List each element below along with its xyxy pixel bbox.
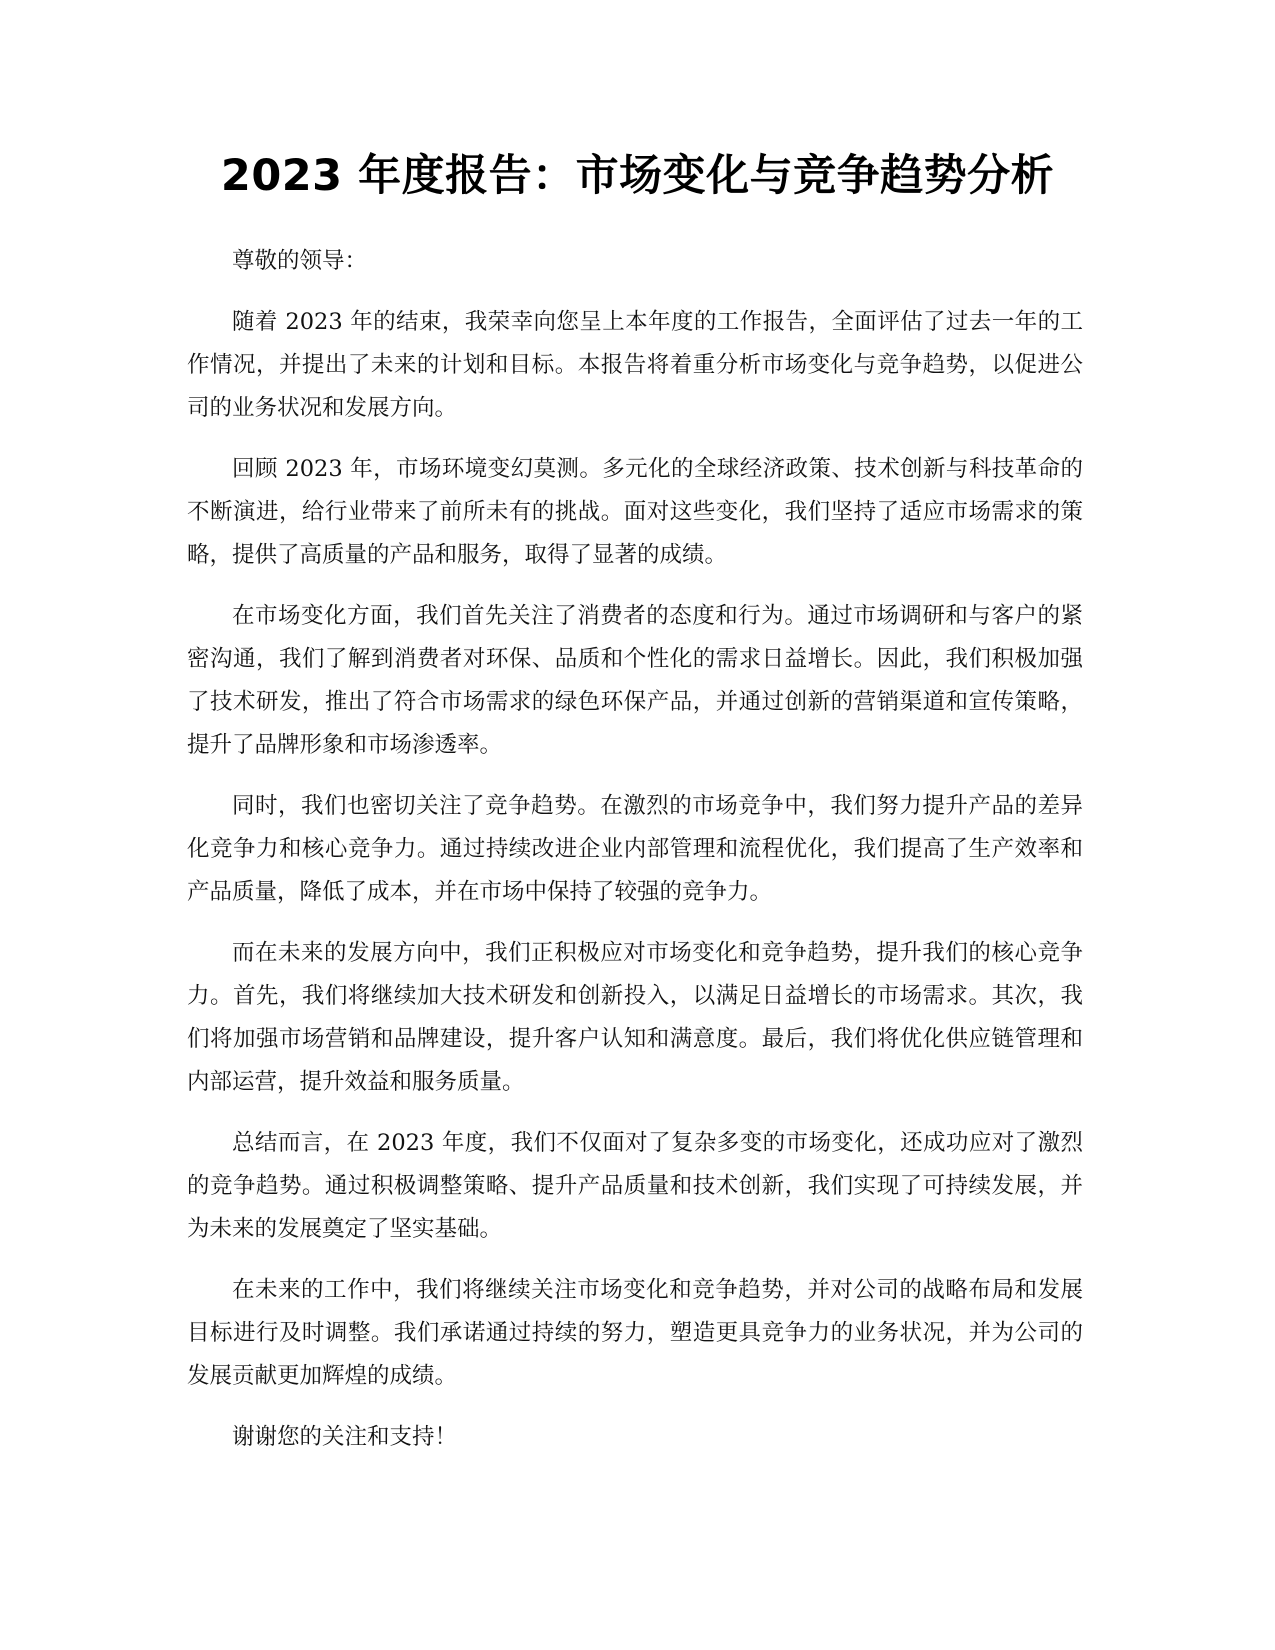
paragraph-intro: 随着 2023 年的结束，我荣幸向您呈上本年度的工作报告，全面评估了过去一年的工作情况，并提出了未来的计划和目标。本报告将着重分析市场变化与竞争趋势，以促进公司的业务状况和发展方向。 [187,309,1083,421]
document-body [187,240,1083,1477]
paragraph-summary: 总结而言，在 2023 年度，我们不仅面对了复杂多变的市场变化，还成功应对了激烈的竞争趋势。通过积极调整策略、提升产品质量和技术创新，我们实现了可持续发展，并为未来的发展奠定了坚实基础。 [187,1130,1083,1242]
paragraph-competition: 同时，我们也密切关注了竞争趋势。在激烈的市场竞争中，我们努力提升产品的差异化竞争力和核心竞争力。通过持续改进企业内部管理和流程优化，我们提高了生产效率和产品质量，降低了成本，并在市场中保持了较强的竞争力。 [187,793,1083,905]
paragraph-review: 回顾 2023 年，市场环境变幻莫测。多元化的全球经济政策、技术创新与科技革命的不断演进，给行业带来了前所未有的挑战。面对这些变化，我们坚持了适应市场需求的策略，提供了高质量的产品和服务，取得了显著的成绩。 [187,456,1083,568]
paragraph-future-direction: 而在未来的发展方向中，我们正积极应对市场变化和竞争趋势，提升我们的核心竞争力。首先，我们将继续加大技术研发和创新投入，以满足日益增长的市场需求。其次，我们将加强市场营销和品牌建设，提升客户认知和满意度。最后，我们将优化供应链管理和内部运营，提升效益和服务质量。 [187,940,1083,1095]
closing: 谢谢您的关注和支持！ [232,1424,458,1450]
salutation: 尊敬的领导： [232,248,368,274]
paragraph-market-changes: 在市场变化方面，我们首先关注了消费者的态度和行为。通过市场调研和与客户的紧密沟通，我们了解到消费者对环保、品质和个性化的需求日益增长。因此，我们积极加强了技术研发，推出了符合市场需求的绿色环保产品，并通过创新的营销渠道和宣传策略，提升了品牌形象和市场渗透率。 [187,603,1083,758]
document-title: 2023 年度报告：市场变化与竞争趋势分析 [220,151,1055,201]
paragraph-future-work: 在未来的工作中，我们将继续关注市场变化和竞争趋势，并对公司的战略布局和发展目标进行及时调整。我们承诺通过持续的努力，塑造更具竞争力的业务状况，并为公司的发展贡献更加辉煌的成绩。 [187,1277,1083,1389]
